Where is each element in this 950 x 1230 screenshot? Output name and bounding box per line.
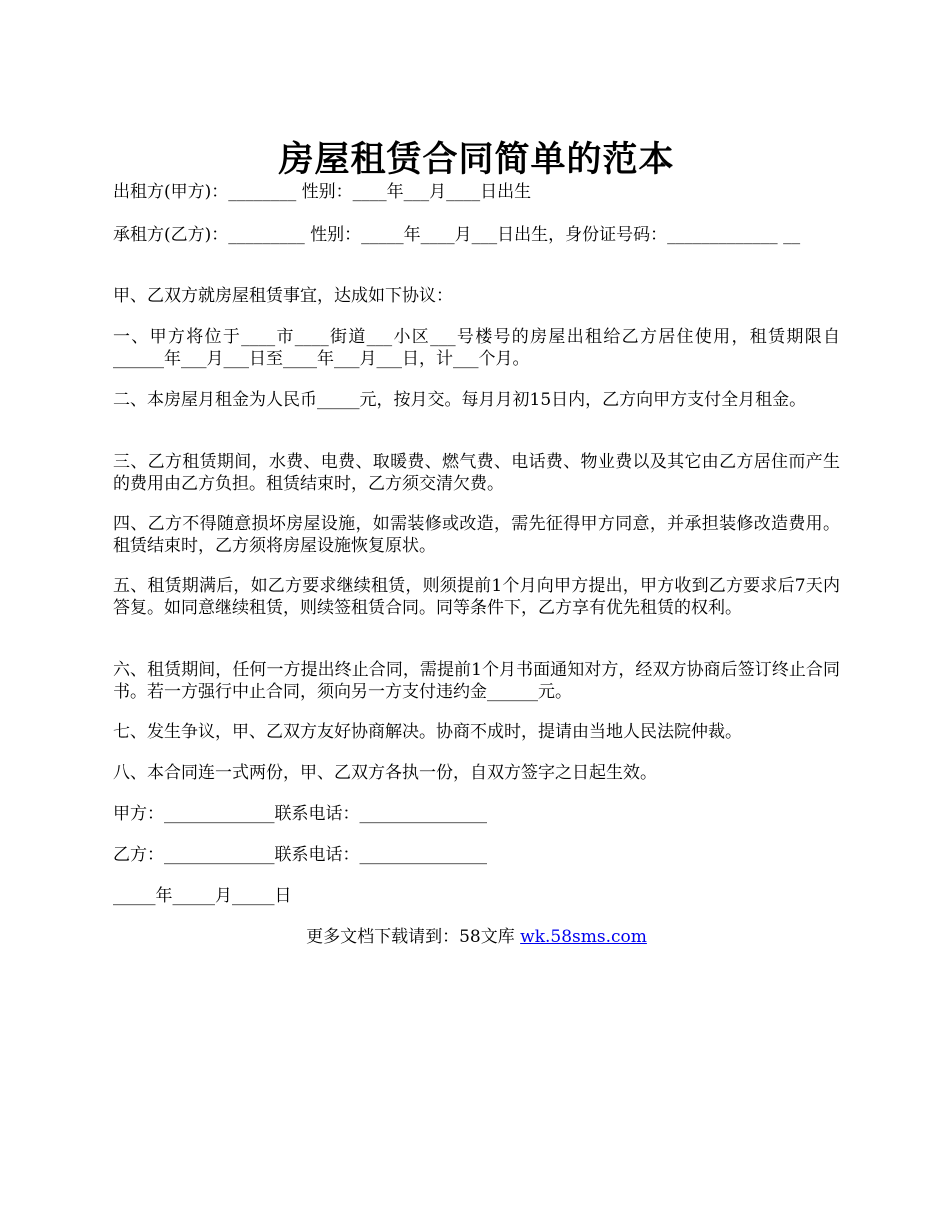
- footer-link[interactable]: wk.58sms.com: [520, 927, 647, 947]
- paragraph-clause-1: 一、甲方将位于____市____街道___小区___号楼号的房屋出租给乙方居住使用，租赁期限自______年___月___日至____年___月___日，计___个月。: [113, 327, 840, 369]
- paragraph-agreement-intro: 甲、乙双方就房屋租赁事宜，达成如下协议：: [113, 286, 453, 306]
- paragraph-clause-6: 六、租赁期间，任何一方提出终止合同，需提前1个月书面通知对方，经双方协商后签订终止合同书。若一方强行中止合同，须向另一方支付违约金______元。: [113, 660, 840, 702]
- paragraph-clause-8: 八、本合同连一式两份，甲、乙双方各执一份，自双方签字之日起生效。: [113, 763, 657, 783]
- paragraph-clause-3: 三、乙方租赁期间，水费、电费、取暖费、燃气费、电话费、物业费以及其它由乙方居住而产生的费用由乙方负担。租赁结束时，乙方须交清欠费。: [113, 452, 840, 494]
- paragraph-clause-4: 四、乙方不得随意损坏房屋设施，如需装修或改造，需先征得甲方同意，并承担装修改造费用。租赁结束时，乙方须将房屋设施恢复原状。: [113, 514, 840, 556]
- paragraph-lessor-info: 出租方(甲方)：________ 性别：____年___月____日出生: [113, 182, 532, 202]
- signature-party-a: 甲方：_____________联系电话：_______________: [113, 804, 487, 824]
- paragraph-clause-2: 二、本房屋月租金为人民币_____元，按月交。每月月初15日内，乙方向甲方支付全月租金。: [113, 390, 807, 410]
- paragraph-lessee-info: 承租方(乙方)：_________ 性别：_____年____月___日出生，身份证号码：_____________ __: [113, 225, 801, 245]
- page-title: 房屋租赁合同简单的范本: [278, 139, 675, 181]
- paragraph-clause-7: 七、发生争议，甲、乙双方友好协商解决。协商不成时，提请由当地人民法院仲裁。: [113, 722, 742, 742]
- paragraph-clause-5: 五、租赁期满后，如乙方要求继续租赁，则须提前1个月向甲方提出，甲方收到乙方要求后7天内答复。如同意继续租赁，则续签租赁合同。同等条件下，乙方享有优先租赁的权利。: [113, 576, 840, 618]
- footer-text: 更多文档下载请到：58文库: [306, 927, 521, 947]
- signature-party-b: 乙方：_____________联系电话：_______________: [113, 845, 487, 865]
- signature-date: _____年_____月_____日: [113, 886, 292, 906]
- footer: [113, 926, 840, 948]
